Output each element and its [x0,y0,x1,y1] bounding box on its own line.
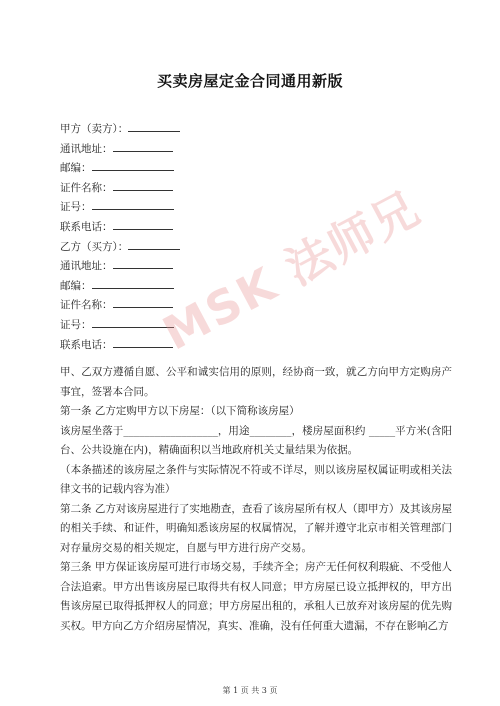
party-b-blank [128,237,180,250]
party-b-address-field [60,256,180,276]
party-a-field [60,119,180,139]
party-b-id-number-blank [92,315,174,328]
contract-body [60,363,452,636]
party-a-id-type-blank [113,178,173,191]
party-a-phone-field [60,217,180,237]
party-a-id-type-field [60,178,180,198]
party-b-id-type-field [60,295,180,315]
party-b-id-number-field [60,315,180,335]
article-2-paragraph: 第二条 乙方对该房屋进行了实地勘查，查看了该房屋所有权人（即甲方）及其该房屋的相关手续、和证件，明确知悉该房屋的权属情况，了解并遵守北京市相关管理部门对存量房交易的相关规定，自愿与甲方进行房产交易。 [60,502,452,554]
party-a-address-label: 通讯地址： [60,142,113,155]
party-a-address-blank [113,139,173,152]
party-a-postcode-label: 邮编： [60,162,92,175]
party-a-phone-blank [113,217,173,230]
party-b-field [60,237,180,257]
party-a-postcode-field [60,158,180,178]
party-a-phone-label: 联系电话： [60,220,113,233]
party-a-id-number-blank [92,197,174,210]
article-1-property-details: 该房屋坐落于__________________，用途________，楼房屋面积约 _____平方米(含阳台、公共设施在内)，精确面积以当地政府机关丈量结果为依据。 [60,424,452,456]
watermark-logo: MSK 法师兄 [154,180,430,361]
party-a-postcode-blank [92,158,174,171]
party-b-postcode-label: 邮编： [60,279,92,292]
party-a-address-field [60,139,180,159]
party-b-address-blank [113,256,173,269]
party-b-phone-blank [113,335,173,348]
article-1-heading: 第一条 乙方定购甲方以下房屋：（以下简称该房屋） [60,405,300,417]
party-a-label: 甲方（卖方）： [60,123,129,135]
party-b-phone-label: 联系电话： [60,338,113,351]
party-a-id-type-label: 证件名称： [60,181,113,194]
page-footer: 第 1 页 共 3 页 [222,686,278,695]
party-a-blank [128,119,180,132]
party-b-label: 乙方（买方）： [60,240,129,253]
intro-paragraph: 甲、乙双方遵循自愿、公平和诚实信用的原则，经协商一致，就乙方向甲方定购房产事宜，签署本合同。 [60,366,452,398]
party-a-id-number-field [60,197,180,217]
party-b-postcode-field [60,276,180,296]
party-b-id-number-label: 证号： [60,318,92,331]
party-fields [60,119,180,354]
party-b-id-type-blank [113,295,173,308]
party-b-address-label: 通讯地址： [60,260,113,273]
party-b-postcode-blank [92,276,174,289]
article-3-paragraph: 第三条 甲方保证该房屋可进行市场交易，手续齐全；房产无任何权利瑕疵、不受他人合法追索。甲方出售该房屋已取得共有权人同意；甲方房屋已设立抵押权的，甲方出售该房屋已取得抵押权人的同意；甲方房屋出租的，承租人已放弃对该房屋的优先购买权。甲方向乙方介绍房屋情况，真实、准确，没有任何重大遗漏，不存在影响乙方 [60,561,452,632]
party-a-id-number-label: 证号： [60,201,92,214]
article-1-note: （本条描述的该房屋之条件与实际情况不符或不详尽，则以该房屋权属证明或相关法律文书的记载内容为准） [60,463,452,495]
party-b-id-type-label: 证件名称： [60,299,113,312]
document-title: 买卖房屋定金合同通用新版 [156,72,343,90]
party-b-phone-field [60,335,180,355]
